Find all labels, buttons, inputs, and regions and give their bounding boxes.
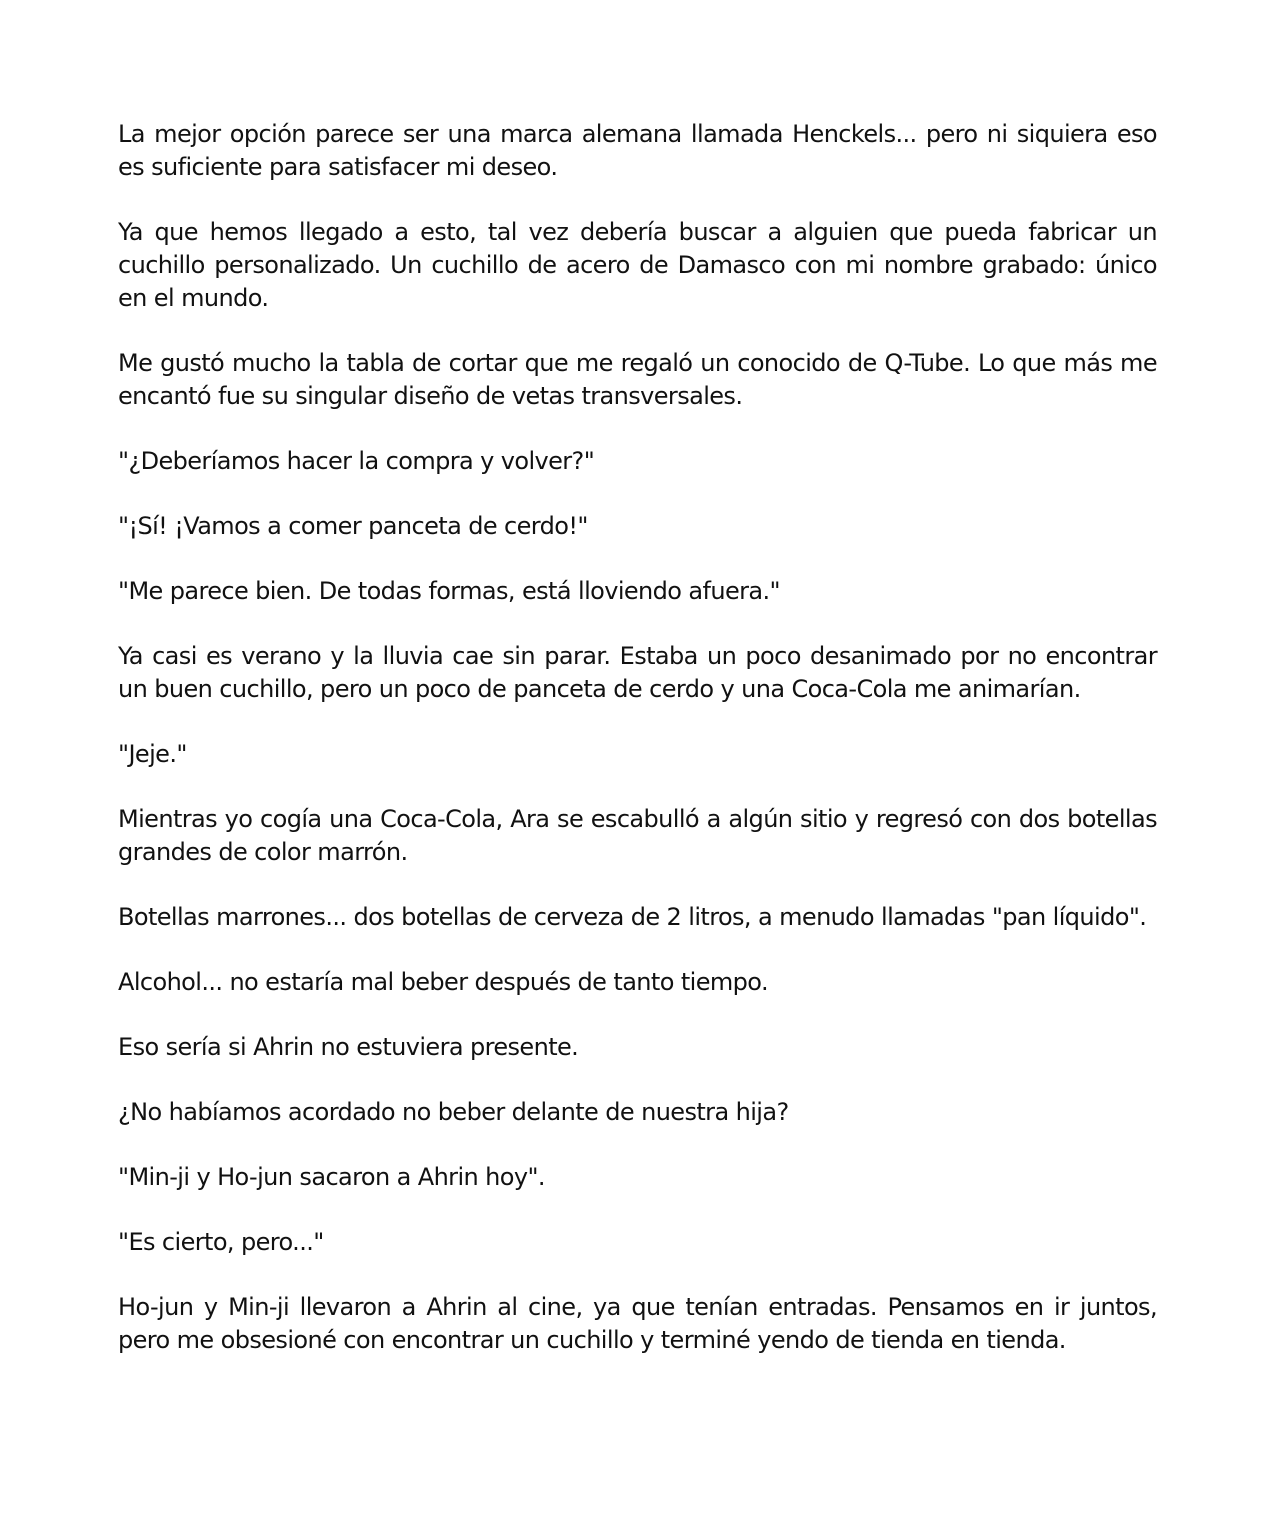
dialogue-line: "Me parece bien. De todas formas, está lloviendo afuera."	[118, 577, 780, 605]
dialogue-line: "Es cierto, pero..."	[118, 1228, 324, 1256]
paragraph: Ya casi es verano y la lluvia cae sin parar. Estaba un poco desanimado por no encontrar un buen cuchillo, pero un poco de panceta de cerdo y una Coca-Cola me animarían.	[118, 642, 1157, 703]
paragraph: Botellas marrones... dos botellas de cerveza de 2 litros, a menudo llamadas "pan líquido".	[118, 903, 1147, 931]
paragraph: Ho-jun y Min-ji llevaron a Ahrin al cine, ya que tenían entradas. Pensamos en ir juntos, pero me obsesioné con encontrar un cuchillo y terminé yendo de tienda en tienda.	[118, 1293, 1157, 1354]
paragraph: Ya que hemos llegado a esto, tal vez debería buscar a alguien que pueda fabricar un cuchillo personalizado. Un cuchillo de acero de Damasco con mi nombre grabado: único en el mundo.	[118, 218, 1157, 312]
dialogue-line: "Jeje."	[118, 740, 187, 768]
paragraph: La mejor opción parece ser una marca alemana llamada Henckels... pero ni siquiera eso es suficiente para satisfacer mi deseo.	[118, 120, 1157, 181]
paragraph: ¿No habíamos acordado no beber delante de nuestra hija?	[118, 1098, 789, 1126]
paragraph: Alcohol... no estaría mal beber después de tanto tiempo.	[118, 968, 768, 996]
paragraph: Eso sería si Ahrin no estuviera presente.	[118, 1033, 579, 1061]
dialogue-line: "¿Deberíamos hacer la compra y volver?"	[118, 447, 595, 475]
paragraph: Mientras yo cogía una Coca-Cola, Ara se escabulló a algún sitio y regresó con dos botellas grandes de color marrón.	[118, 805, 1157, 866]
dialogue-line: "¡Sí! ¡Vamos a comer panceta de cerdo!"	[118, 512, 588, 540]
document-body	[118, 118, 1157, 1389]
dialogue-line: "Min-ji y Ho-jun sacaron a Ahrin hoy".	[118, 1163, 545, 1191]
paragraph: Me gustó mucho la tabla de cortar que me regaló un conocido de Q-Tube. Lo que más me encantó fue su singular diseño de vetas transversales.	[118, 349, 1157, 410]
